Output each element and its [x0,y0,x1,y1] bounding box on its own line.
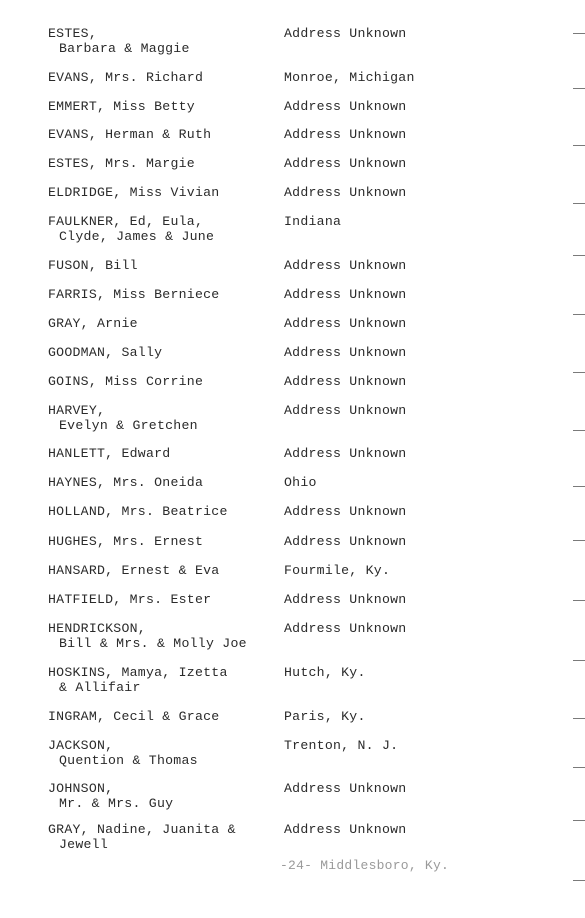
margin-tick [573,660,585,661]
margin-tick [573,600,585,601]
entry-address: Address Unknown [284,403,407,418]
margin-tick [573,540,585,541]
entry-address: Address Unknown [284,185,407,200]
margin-tick [573,820,585,821]
entry-name [48,214,276,244]
entry-name [48,446,276,461]
entry-name [48,185,276,200]
margin-tick [573,255,585,256]
entry-name-line1: HOLLAND, Mrs. Beatrice [48,504,228,519]
entry-address: Paris, Ky. [284,709,366,724]
entry-name-line1: GRAY, Arnie [48,316,138,331]
entry-name [48,621,276,651]
margin-tick [573,486,585,487]
entry-address: Address Unknown [284,345,407,360]
entry-name-line1: FUSON, Bill [48,258,138,273]
margin-tick [573,430,585,431]
entry-address: Address Unknown [284,316,407,331]
entry-name-line1: ELDRIDGE, Miss Vivian [48,185,220,200]
entry-name-line1: EVANS, Herman & Ruth [48,127,212,142]
entry-name [48,127,276,142]
entry-address: Address Unknown [284,287,407,302]
entry-address: Indiana [284,214,342,229]
entry-name-line2: Mr. & Mrs. Guy [59,796,174,811]
entry-address: Address Unknown [284,504,407,519]
entry-name-line1: JACKSON, [48,738,114,753]
entry-address: Address Unknown [284,26,407,41]
entry-address: Ohio [284,475,317,490]
entry-address: Fourmile, Ky. [284,563,391,578]
entry-name [48,156,276,171]
entry-name [48,563,276,578]
entry-name-line2: Jewell [59,837,108,852]
entry-name [48,99,276,114]
entry-address: Address Unknown [284,127,407,142]
entry-address: Address Unknown [284,258,407,273]
entry-address: Hutch, Ky. [284,665,366,680]
margin-tick [573,33,585,34]
entry-name-line1: INGRAM, Cecil & Grace [48,709,220,724]
entry-name-line1: HANSARD, Ernest & Eva [48,563,220,578]
entry-name-line1: GOINS, Miss Corrine [48,374,204,389]
entry-name-line1: HENDRICKSON, [48,621,146,636]
entry-address: Address Unknown [284,621,407,636]
margin-tick [573,88,585,89]
entry-name [48,534,276,549]
entry-name [48,287,276,302]
margin-tick [573,145,585,146]
margin-tick [573,880,585,881]
entry-name-line2: Quention & Thomas [59,753,198,768]
entry-name-line1: GOODMAN, Sally [48,345,163,360]
margin-tick [573,203,585,204]
entry-name-line2: Clyde, James & June [59,229,215,244]
entry-name [48,738,276,768]
entry-name [48,374,276,389]
entry-name [48,403,276,433]
entry-name [48,345,276,360]
entry-name [48,592,276,607]
entry-name-line1: FAULKNER, Ed, Eula, [48,214,204,229]
entry-name-line1: HUGHES, Mrs. Ernest [48,534,204,549]
entry-address: Address Unknown [284,781,407,796]
entry-name-line1: FARRIS, Miss Berniece [48,287,220,302]
entry-name-line2: Bill & Mrs. & Molly Joe [59,636,247,651]
entry-name-line2: & Allifair [59,680,141,695]
entry-address: Address Unknown [284,446,407,461]
margin-tick [573,372,585,373]
entry-name-line1: HANLETT, Edward [48,446,171,461]
entry-name-line1: GRAY, Nadine, Juanita & [48,822,236,837]
entry-name [48,258,276,273]
margin-tick [573,767,585,768]
entry-address: Address Unknown [284,99,407,114]
entry-name [48,26,276,56]
entry-address: Address Unknown [284,156,407,171]
page-footer: -24- Middlesboro, Ky. [280,858,450,873]
entry-name-line1: ESTES, Mrs. Margie [48,156,195,171]
entry-name [48,504,276,519]
entry-name [48,781,276,811]
entry-name-line1: ESTES, [48,26,97,41]
entry-name-line1: EMMERT, Miss Betty [48,99,195,114]
entry-name-line1: HATFIELD, Mrs. Ester [48,592,212,607]
entry-name [48,822,276,852]
entry-name-line2: Barbara & Maggie [59,41,190,56]
entry-name-line1: EVANS, Mrs. Richard [48,70,204,85]
entry-address: Monroe, Michigan [284,70,415,85]
entry-address: Address Unknown [284,822,407,837]
entry-address: Address Unknown [284,534,407,549]
entry-name [48,665,276,695]
entry-name-line1: HAYNES, Mrs. Oneida [48,475,204,490]
entry-name-line1: HOSKINS, Mamya, Izetta [48,665,228,680]
entry-address: Trenton, N. J. [284,738,399,753]
margin-tick [573,718,585,719]
entry-name [48,316,276,331]
entry-address: Address Unknown [284,374,407,389]
entry-name-line1: HARVEY, [48,403,106,418]
entry-name-line2: Evelyn & Gretchen [59,418,198,433]
margin-tick [573,314,585,315]
entry-name-line1: JOHNSON, [48,781,114,796]
entry-address: Address Unknown [284,592,407,607]
entry-name [48,70,276,85]
entry-name [48,709,276,724]
entry-name [48,475,276,490]
